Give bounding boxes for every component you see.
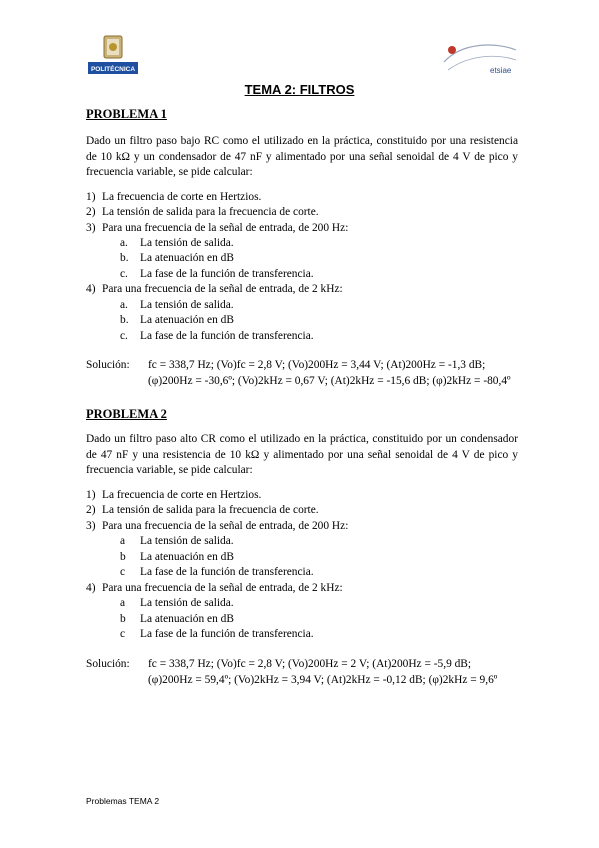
problem2-item-3b: b La atenuación en dB xyxy=(120,551,234,563)
problem2-item-3c: c La fase de la función de transferencia. xyxy=(120,566,314,578)
page-title: TEMA 2: FILTROS xyxy=(244,82,355,97)
problem2-item-4c: c La fase de la función de transferencia. xyxy=(120,628,314,640)
problem2-item-4b: b La atenuación en dB xyxy=(120,613,234,625)
problem1-solution-label: Solución: xyxy=(86,359,130,371)
problem2-solution-line2: (φ)200Hz = 59,4º; (Vo)2kHz = 3,94 V; (At)2kHz = -0,12 dB; (φ)2kHz = 9,6º xyxy=(148,674,498,686)
problem2-item-1: 1) La frecuencia de corte en Hertzios. xyxy=(86,489,262,501)
problem1-item-4a: a. La tensión de salida. xyxy=(120,299,234,311)
problem1-item-1: 1) La frecuencia de corte en Hertzios. xyxy=(86,191,262,203)
problem1-item-4b: b. La atenuación en dB xyxy=(120,314,234,326)
etsiae-logo xyxy=(440,40,520,80)
upm-logo xyxy=(86,34,140,76)
problem2-statement: Dado un filtro paso alto CR como el utilizado en la práctica, constituido por un condensador de 47 nF y una resistencia de 10 kΩ y alimentado por una señal senoidal de 4 V de pico y frecuencia variable, se pide calcular: xyxy=(86,433,518,476)
page-footer: Problemas TEMA 2 xyxy=(86,796,160,806)
problem1-item-3a: a. La tensión de salida. xyxy=(120,237,234,249)
problem1-heading: PROBLEMA 1 xyxy=(86,107,167,121)
problem1-item-4: 4) Para una frecuencia de la señal de entrada, de 2 kHz: xyxy=(86,283,343,295)
problem2-heading: PROBLEMA 2 xyxy=(86,407,167,421)
problem2-item-2: 2) La tensión de salida para la frecuencia de corte. xyxy=(86,504,319,516)
problem1-item-3c: c. La fase de la función de transferencia. xyxy=(120,268,314,280)
problem1-item-2: 2) La tensión de salida para la frecuencia de corte. xyxy=(86,206,319,218)
problem2-solution-label: Solución: xyxy=(86,658,130,670)
problem1-solution-line1: fc = 338,7 Hz; (Vo)fc = 2,8 V; (Vo)200Hz = 3,44 V; (At)200Hz = -1,3 dB; xyxy=(148,359,486,371)
problem1-item-3: 3) Para una frecuencia de la señal de entrada, de 200 Hz: xyxy=(86,222,349,234)
problem2-item-4: 4) Para una frecuencia de la señal de entrada, de 2 kHz: xyxy=(86,582,343,594)
problem1-solution-line2: (φ)200Hz = -30,6º; (Vo)2kHz = 0,67 V; (At)2kHz = -15,6 dB; (φ)2kHz = -80,4º xyxy=(148,375,511,387)
etsiae-logo-text: etsiae xyxy=(490,66,512,75)
problem2-item-3a: a La tensión de salida. xyxy=(120,535,234,547)
problem1-statement: Dado un filtro paso bajo RC como el utilizado en la práctica, constituido por una resistencia de 10 kΩ y un condensador de 47 nF y alimentado por una señal senoidal de 4 V de pico y frecuencia variable, se pide calcular: xyxy=(86,135,518,178)
problem1-item-3b: b. La atenuación en dB xyxy=(120,252,234,264)
problem2-solution-line1: fc = 338,7 Hz; (Vo)fc = 2,8 V; (Vo)200Hz = 2 V; (At)200Hz = -5,9 dB; xyxy=(148,658,472,670)
problem2-item-4a: a La tensión de salida. xyxy=(120,597,234,609)
problem1-item-4c: c. La fase de la función de transferencia. xyxy=(120,330,314,342)
upm-logo-text: POLITÉCNICA xyxy=(90,66,136,73)
problem2-item-3: 3) Para una frecuencia de la señal de entrada, de 200 Hz: xyxy=(86,520,349,532)
